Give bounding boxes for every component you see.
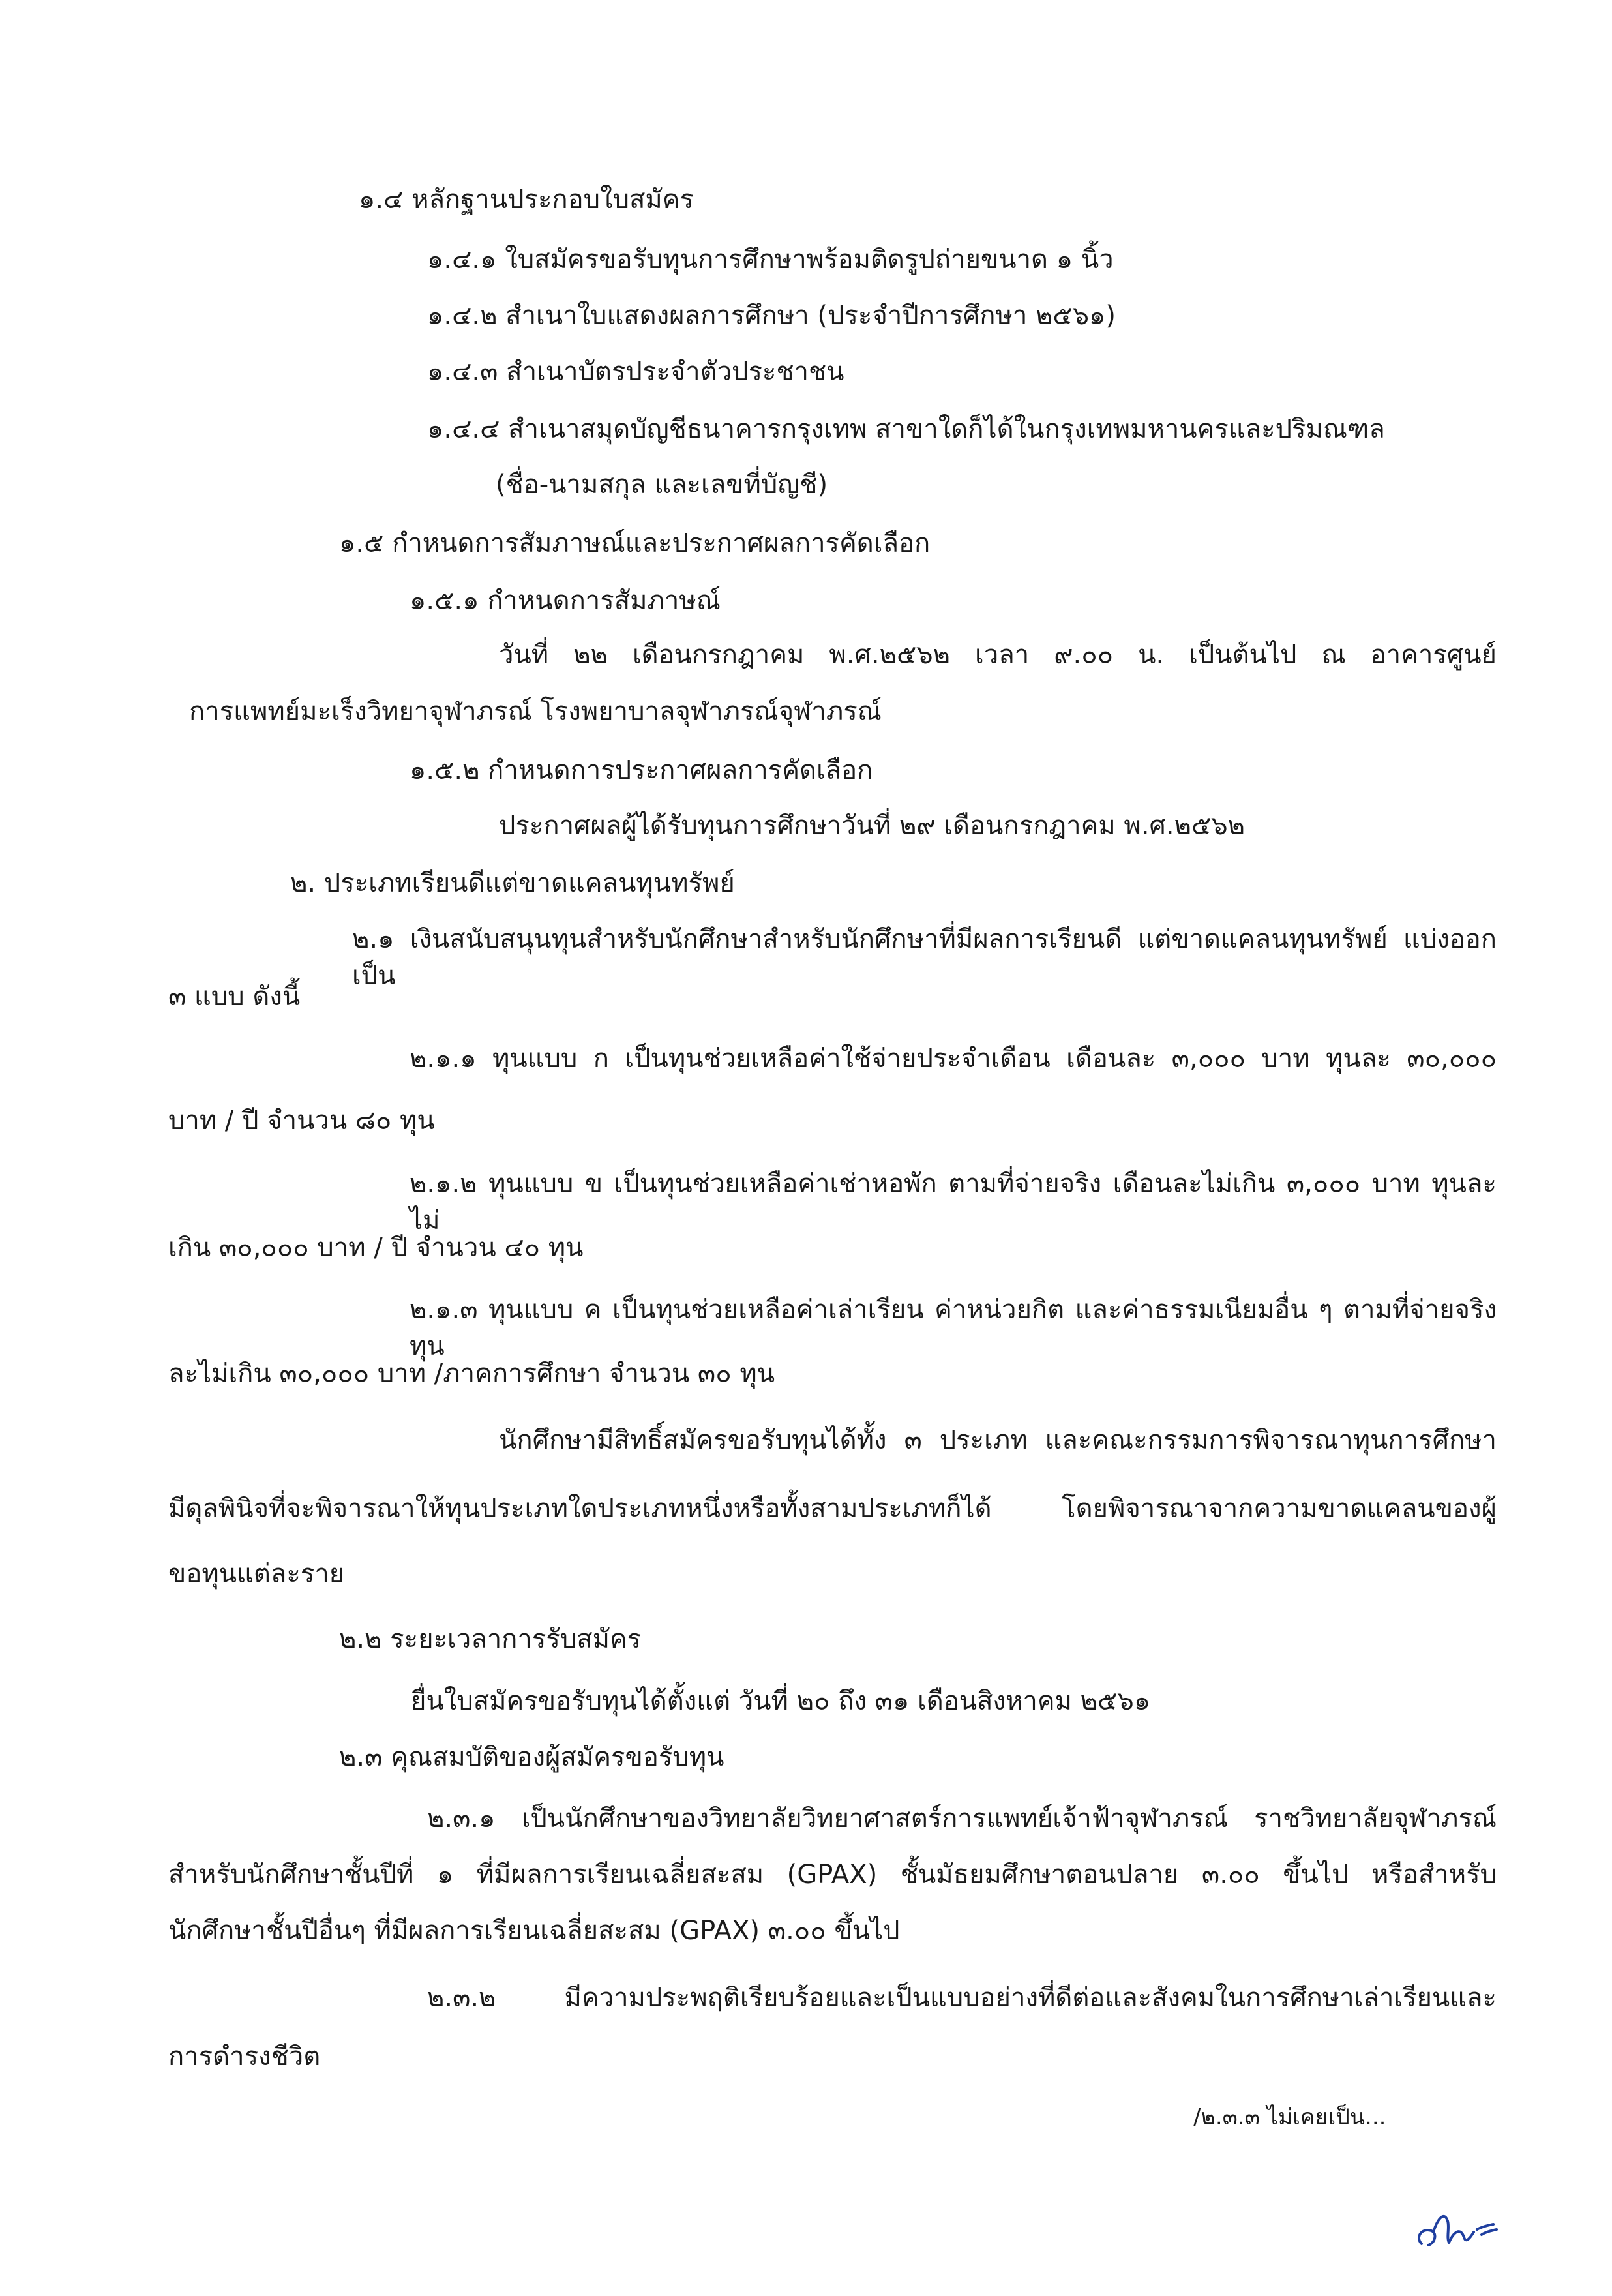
text-line: ๒.๓.๑ เป็นนักศึกษาของวิทยาลัยวิทยาศาสตร์การแพทย์เจ้าฟ้าจุฬาภรณ์ ราชวิทยาลัยจุฬาภรณ์ (427, 1804, 1497, 1834)
text-line: ๒.๑ เงินสนับสนุนทุนสำหรับนักศึกษาสำหรับนักศึกษาที่มีผลการเรียนดี แต่ขาดแคลนทุนทรัพย์ แบ่งออกเป็น (352, 924, 1497, 991)
text-line: ๒.๑.๑ ทุนแบบ ก เป็นทุนช่วยเหลือค่าใช้จ่ายประจำเดือน เดือนละ ๓,๐๐๐ บาท ทุนละ ๓๐,๐๐๐ (410, 1044, 1497, 1074)
text-line: ประกาศผลผู้ได้รับทุนการศึกษาวันที่ ๒๙ เดือนกรกฎาคม พ.ศ.๒๕๖๒ (499, 811, 1246, 841)
text-line: (ชื่อ-นามสกุล และเลขที่บัญชี) (496, 470, 828, 500)
text-line: ๑.๕.๒ กำหนดการประกาศผลการคัดเลือก (410, 755, 873, 785)
continuation-note: /๒.๓.๓ ไม่เคยเป็น... (1193, 2104, 1386, 2130)
text-line: ๑.๕.๑ กำหนดการสัมภาษณ์ (410, 586, 721, 616)
text-line: ๒.๑.๒ ทุนแบบ ข เป็นทุนช่วยเหลือค่าเช่าหอพัก ตามที่จ่ายจริง เดือนละไม่เกิน ๓,๐๐๐ บาท ทุนละไม่ (410, 1169, 1497, 1235)
text-line: ๑.๕ กำหนดการสัมภาษณ์และประกาศผลการคัดเลือก (339, 528, 931, 558)
text-line: มีดุลพินิจที่จะพิจารณาให้ทุนประเภทใดประเภทหนึ่งหรือทั้งสามประเภทก็ได้ โดยพิจารณาจากความขาดแคลนของผู้ (168, 1494, 1497, 1524)
text-line: สำหรับนักศึกษาชั้นปีที่ ๑ ที่มีผลการเรียนเฉลี่ยสะสม (GPAX) ชั้นมัธยมศึกษาตอนปลาย ๓.๐๐ ขึ้นไป หรือสำหรับ (168, 1860, 1497, 1890)
text-line: การแพทย์มะเร็งวิทยาจุฬาภรณ์ โรงพยาบาลจุฬาภรณ์จุฬาภรณ์ (189, 697, 882, 727)
signature (1409, 2192, 1506, 2263)
text-line: ๒.๑.๓ ทุนแบบ ค เป็นทุนช่วยเหลือค่าเล่าเรียน ค่าหน่วยกิต และค่าธรรมเนียมอื่น ๆ ตามที่จ่ายจริง ทุน (410, 1295, 1497, 1361)
text-line: วันที่ ๒๒ เดือนกรกฎาคม พ.ศ.๒๕๖๒ เวลา ๙.๐๐ น. เป็นต้นไป ณ อาคารศูนย์ (499, 640, 1497, 670)
text-line: เกิน ๓๐,๐๐๐ บาท / ปี จำนวน ๔๐ ทุน (168, 1233, 584, 1263)
text-line: ละไม่เกิน ๓๐,๐๐๐ บาท /ภาคการศึกษา จำนวน ๓๐ ทุน (168, 1359, 775, 1389)
text-line: ๒.๒ ระยะเวลาการรับสมัคร (339, 1624, 642, 1654)
text-line: ๑.๔.๓ สำเนาบัตรประจำตัวประชาชน (427, 357, 844, 387)
text-line: นักศึกษามีสิทธิ์สมัครขอรับทุนได้ทั้ง ๓ ประเภท และคณะกรรมการพิจารณาทุนการศึกษา (499, 1425, 1497, 1455)
text-line: ยื่นใบสมัครขอรับทุนได้ตั้งแต่ วันที่ ๒๐ ถึง ๓๑ เดือนสิงหาคม ๒๕๖๑ (411, 1686, 1151, 1716)
text-line: การดำรงชีวิต (168, 2042, 321, 2072)
text-line: ขอทุนแต่ละราย (168, 1559, 345, 1589)
text-line: ๒.๓.๒ มีความประพฤติเรียบร้อยและเป็นแบบอย่างที่ดีต่อและสังคมในการศึกษาเล่าเรียนและ (427, 1983, 1497, 2013)
text-line: ๒.๓ คุณสมบัติของผู้สมัครขอรับทุน (339, 1742, 724, 1772)
text-line: ๒. ประเภทเรียนดีแต่ขาดแคลนทุนทรัพย์ (290, 868, 735, 898)
text-line: นักศึกษาชั้นปีอื่นๆ ที่มีผลการเรียนเฉลี่ยสะสม (GPAX) ๓.๐๐ ขึ้นไป (168, 1916, 900, 1946)
text-line: ๑.๔.๔ สำเนาสมุดบัญชีธนาคารกรุงเทพ สาขาใดก็ได้ในกรุงเทพมหานครและปริมณฑล (427, 414, 1385, 444)
text-line: ๑.๔.๑ ใบสมัครขอรับทุนการศึกษาพร้อมติดรูปถ่ายขนาด ๑ นิ้ว (427, 245, 1114, 275)
text-line: ๑.๔.๒ สำเนาใบแสดงผลการศึกษา (ประจำปีการศึกษา ๒๕๖๑) (427, 301, 1116, 331)
text-line: ๑.๔ หลักฐานประกอบใบสมัคร (359, 185, 694, 215)
text-line: บาท / ปี จำนวน ๘๐ ทุน (168, 1106, 435, 1136)
text-line: ๓ แบบ ดังนี้ (168, 982, 301, 1012)
